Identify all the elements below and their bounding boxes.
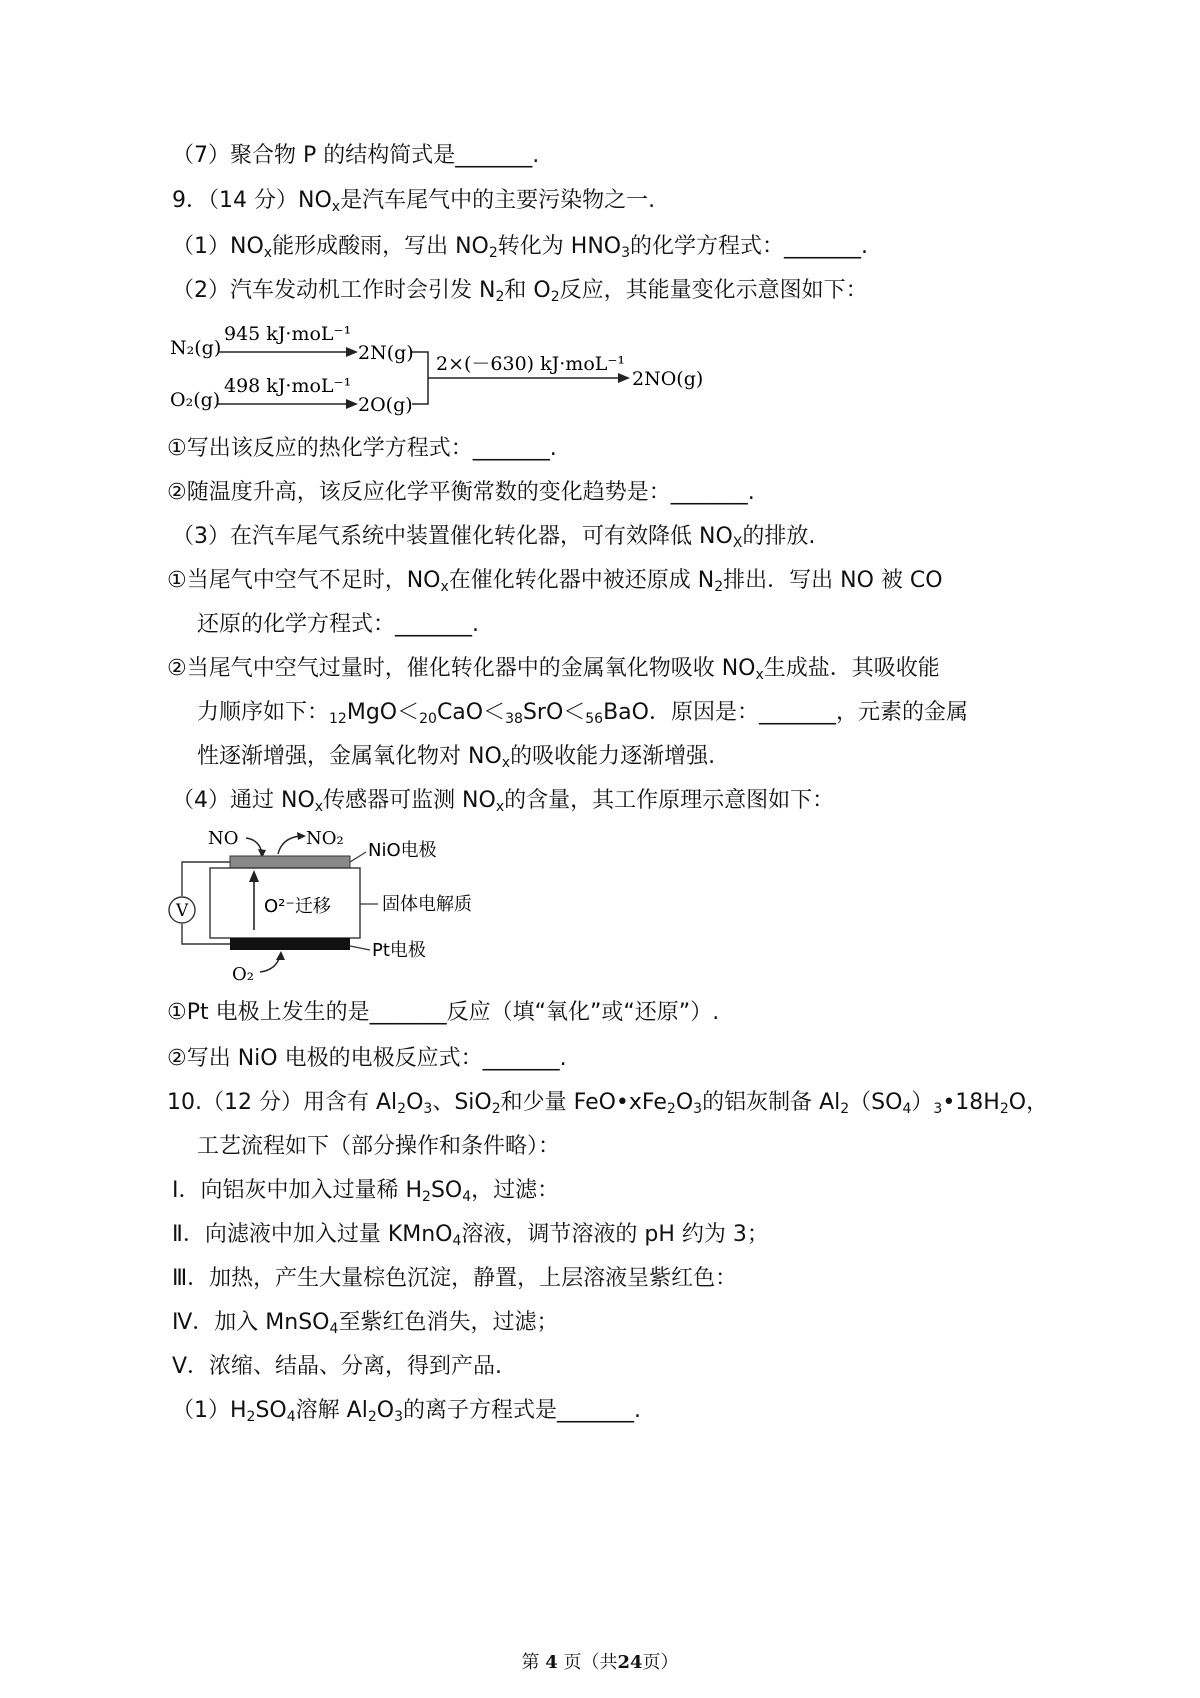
o2-gas-inlet-label: O₂ [232, 964, 254, 985]
q9-stem: 9．（14 分）$NO_x$是汽车尾气中的主要污染物之一. [172, 188, 656, 215]
q9-part2-ii: ②随温度升高，该反应化学平衡常数的变化趋势是：_______. [167, 480, 755, 505]
q9-part3-ii: ②当尾气中空气过量时，催化转化器中的金属氧化物吸收 $NO_x$生成盐．其吸收能 [167, 656, 940, 683]
pt-electrode [230, 938, 350, 950]
2n-gas-label: 2N(g) [358, 342, 414, 364]
pt-electrode-label: Pt电极 [372, 940, 426, 961]
2no-gas-label: 2NO(g) [632, 368, 704, 390]
q10-part1: $(1)H_2SO_4$溶解 $Al_2O_3$的离子方程式是_______. [172, 1398, 641, 1425]
energy-945-label: 945 kJ·moL⁻¹ [224, 323, 352, 345]
nio-electrode [230, 856, 350, 868]
o2-gas-label: O₂(g) [170, 389, 221, 411]
no2-label: NO₂ [306, 828, 344, 849]
q10-step-5: Ⅴ．浓缩、结晶、分离，得到产品. [172, 1354, 503, 1379]
q10-step-3: Ⅲ．加热，产生大量棕色沉淀，静置，上层溶液呈紫红色： [172, 1266, 738, 1291]
no2-arrow [278, 836, 300, 854]
q10-step-4: Ⅳ．加入 MnSO$_4$至紫红色消失，过滤； [172, 1310, 559, 1337]
q9-part4: （4）通过 $NO_x$传感器可监测 $NO_x$的含量，其工作原理示意图如下： [172, 788, 835, 815]
2o-gas-label: 2O(g) [358, 394, 413, 416]
o2-migration-label: O²⁻迁移 [264, 896, 331, 917]
q9-part2-i: ①写出该反应的热化学方程式：_______. [167, 436, 557, 461]
nio-electrode-label: NiO电极 [368, 840, 437, 861]
q9-part3-i: ①当尾气中空气不足时，$NO_x$在催化转化器中被还原成 $N_2$排出．写出 NO 被 CO [167, 568, 943, 595]
solid-electrolyte-label: 固体电解质 [382, 894, 472, 915]
sensor-diagram [160, 824, 500, 989]
no-label: NO [208, 828, 239, 849]
page-footer: 第 4 页（共24页） [521, 1652, 679, 1673]
q9-part3-ii-cont: 性逐渐增强，金属氧化物对 $NO_x$的吸收能力逐渐增强. [197, 744, 716, 771]
energy-498-label: 498 kJ·moL⁻¹ [224, 375, 352, 397]
energy-combine-label: 2×(－630) kJ·moL⁻¹ [436, 353, 626, 375]
q10-stem: 10.（12 分）用含有 $Al_2O_3$、SiO$_2$和少量 $FeO•xFe_2O_3$的铝灰制备 $Al_2(SO_4)_3•18H_2O$， [167, 1090, 1049, 1117]
q9-part4-i: ①Pt 电极上发生的是_______反应（填“氧化”或“还原”）. [167, 1000, 720, 1025]
q9-part3-i-cont: 还原的化学方程式：_______. [197, 612, 479, 637]
voltmeter-label: V [176, 901, 189, 921]
q8-part7: （7）聚合物 P 的结构简式是_______. [172, 143, 540, 168]
q9-part3: （3）在汽车尾气系统中装置催化转化器，可有效降低 $NO_X$的排放. [172, 524, 816, 551]
q10-stem-cont: 工艺流程如下（部分操作和条件略）： [197, 1134, 561, 1159]
q9-part3-ii-order: 力顺序如下：$_{12}MgO<_{20}CaO<_{38}SrO<_{56}BaO$．原因是：_______，元素的金属 [197, 700, 968, 727]
energy-diagram [160, 318, 720, 423]
q10-step-1: Ⅰ．向铝灰中加入过量稀 $H_2SO_4$，过滤： [172, 1178, 560, 1205]
q9-part1: $(1)NO_x$能形成酸雨，写出 $NO_2$转化为 $HNO_3$的化学方程式：_______. [172, 234, 869, 261]
n2-gas-label: N₂(g) [170, 337, 222, 359]
q9-part2: （2）汽车发动机工作时会引发 $N_2$和 $O_2$反应，其能量变化示意图如下： [172, 278, 868, 305]
q10-step-2: Ⅱ．向滤液中加入过量 KMnO$_4$溶液，调节溶液的 pH 约为 3； [172, 1222, 769, 1249]
q9-part4-ii: ②写出 NiO 电极的电极反应式：_______. [167, 1046, 567, 1071]
